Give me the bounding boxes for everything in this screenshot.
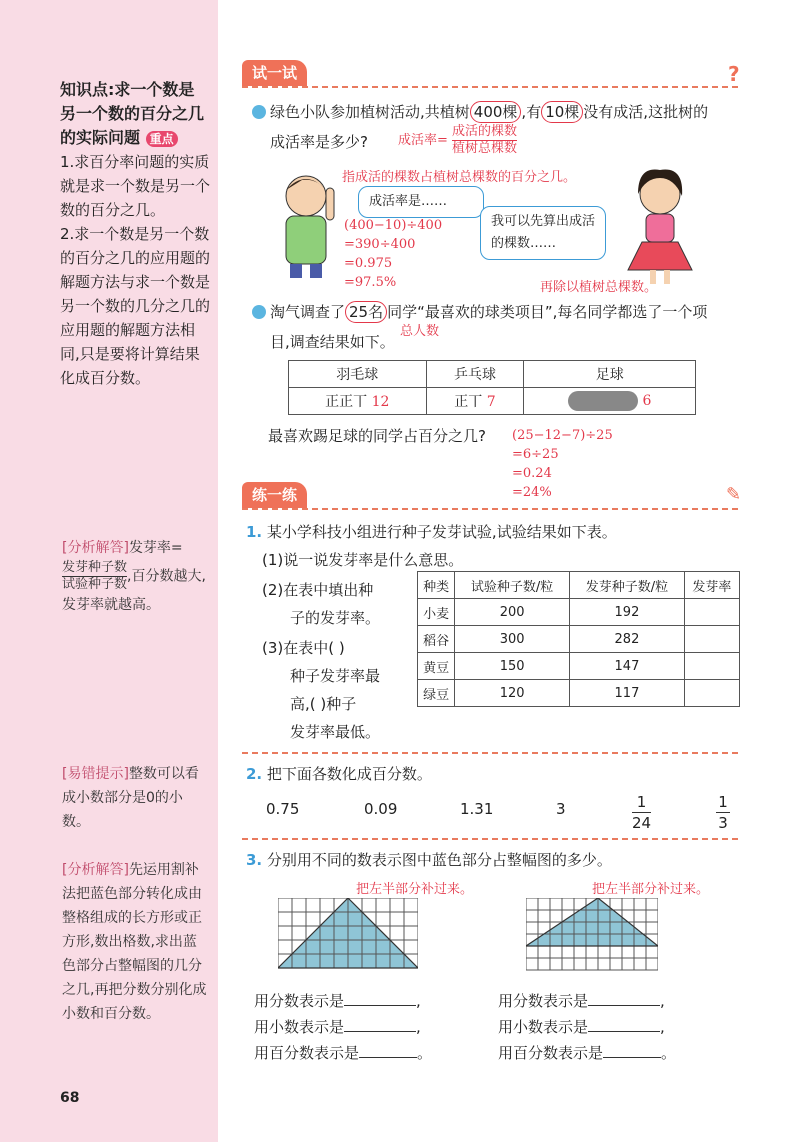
page-number: 68 bbox=[60, 1090, 80, 1106]
table-row bbox=[418, 653, 740, 680]
q1-c: 没有成活,这批树的 bbox=[583, 103, 709, 121]
table-row bbox=[418, 680, 740, 707]
divider-2 bbox=[242, 838, 738, 840]
table-cell bbox=[289, 388, 427, 415]
p1-sub3c: 高,( )种子 bbox=[290, 695, 357, 713]
bullet-icon bbox=[252, 105, 266, 119]
count: 12 bbox=[371, 394, 390, 410]
table-cell: 黄豆 bbox=[418, 653, 455, 680]
note1-a: 发芽率= bbox=[128, 540, 183, 556]
germination-table bbox=[417, 571, 740, 707]
total-note: 总人数 bbox=[400, 324, 440, 339]
divide-note: 再除以植树总棵数。 bbox=[540, 280, 658, 295]
table-row bbox=[289, 388, 696, 415]
table-header bbox=[418, 572, 740, 599]
note1-tag: [分析解答] bbox=[62, 540, 129, 556]
knowledge-point bbox=[60, 78, 210, 390]
header-cell: 种类 bbox=[418, 572, 455, 599]
fill-fraction-2: 用分数表示是 , bbox=[498, 992, 665, 1010]
q2-a: 淘气调查了 bbox=[270, 303, 346, 321]
calc-1-line-1: (400−10)÷400 bbox=[344, 218, 443, 233]
q2-circle-25: 25名 bbox=[345, 301, 387, 323]
try-divider bbox=[242, 60, 738, 88]
answer-blank[interactable] bbox=[359, 1044, 417, 1058]
practice-divider bbox=[242, 482, 738, 510]
answer-blank[interactable] bbox=[603, 1044, 661, 1058]
rate-label: 成活率= bbox=[398, 133, 448, 148]
table-cell: 稻谷 bbox=[418, 626, 455, 653]
fill-decimal-2: 用小数表示是 , bbox=[498, 1018, 665, 1036]
kp-point-1: 1.求百分率问题的实质就是求一个数是另一个数的百分之几。 bbox=[60, 153, 211, 219]
rate-meaning-note: 指成活的棵数占植树总棵数的百分之几。 bbox=[342, 170, 577, 185]
practice-1 bbox=[246, 518, 617, 546]
num-0-09: 0.09 bbox=[364, 800, 398, 818]
note1-b: ,百分数越大,发芽率就越高。 bbox=[62, 568, 206, 613]
q1-a: 绿色小队参加植树活动,共植树 bbox=[270, 103, 470, 121]
note1-den: 试验种子数 bbox=[62, 577, 128, 592]
table-row bbox=[418, 599, 740, 626]
boy-illustration bbox=[272, 168, 352, 280]
rate-input-cell[interactable] bbox=[684, 599, 739, 626]
key-badge: 重点 bbox=[146, 131, 178, 147]
bullet-icon-2 bbox=[252, 305, 266, 319]
calc-1-line-4: =97.5% bbox=[344, 275, 397, 290]
pencil-icon: ✎ bbox=[726, 484, 742, 505]
table-cell: 150 bbox=[455, 653, 570, 680]
num-0-75: 0.75 bbox=[266, 800, 300, 818]
rate-input-cell[interactable] bbox=[684, 680, 739, 707]
boy-speech-bubble: 成活率是…… bbox=[358, 186, 484, 218]
table-row bbox=[418, 626, 740, 653]
rate-den: 植树总棵数 bbox=[452, 141, 518, 156]
table-cell: 小麦 bbox=[418, 599, 455, 626]
rate-fraction bbox=[452, 124, 517, 157]
answer-blank[interactable] bbox=[344, 992, 416, 1006]
num-3: 3 bbox=[556, 800, 566, 818]
rate-num: 成活的棵数 bbox=[452, 124, 518, 139]
try-question-1 bbox=[252, 98, 752, 126]
fill-percent-2: 用百分数表示是 。 bbox=[498, 1044, 677, 1062]
p1-sub3d: 发芽率最低。 bbox=[290, 723, 381, 741]
practice-tab: 练一练 bbox=[242, 482, 307, 508]
count: 6 bbox=[642, 393, 652, 409]
table-cell: 羽毛球 bbox=[289, 361, 427, 388]
q2-b: 同学“最喜欢的球类项目”,每名同学都选了一个项 bbox=[387, 303, 708, 321]
q1-b: ,有 bbox=[521, 103, 542, 121]
header-cell: 发芽率 bbox=[684, 572, 739, 599]
fraction-1-24 bbox=[632, 792, 651, 833]
rate-input-cell[interactable] bbox=[684, 626, 739, 653]
practice-2 bbox=[246, 760, 432, 788]
kp-title bbox=[60, 78, 210, 150]
note3-text: 先运用割补法把蓝色部分转化成由整格组成的长方形或正方形,数出格数,求出蓝色部分占整幅图的几分之几,再把分数分别化成小数和百分数。 bbox=[62, 862, 207, 1022]
girl-speech-bubble: 我可以先算出成活的棵数…… bbox=[480, 206, 606, 260]
p1-sub2b: 子的发芽率。 bbox=[290, 609, 381, 627]
divider bbox=[242, 752, 738, 754]
calc-1-line-3: =0.975 bbox=[344, 256, 393, 271]
question-mark-icon: ? bbox=[728, 62, 740, 86]
calc-2-line-4: =24% bbox=[512, 485, 552, 500]
table-cell: 282 bbox=[570, 626, 685, 653]
q1-circle-10: 10棵 bbox=[541, 101, 583, 123]
frac1-num: 1 bbox=[632, 792, 651, 813]
sports-table bbox=[288, 360, 696, 415]
count: 7 bbox=[486, 394, 496, 410]
smudge-icon bbox=[568, 391, 638, 411]
fill-percent-1: 用百分数表示是 。 bbox=[254, 1044, 433, 1062]
grid-figure-2 bbox=[526, 898, 658, 974]
table-cell: 足球 bbox=[524, 361, 696, 388]
fill-label: 用小数表示是 bbox=[254, 1018, 345, 1036]
hint-2: 把左半部分补过来。 bbox=[592, 882, 710, 897]
p2-text: 把下面各数化成百分数。 bbox=[266, 765, 432, 783]
fill-fraction-1: 用分数表示是 , bbox=[254, 992, 421, 1010]
calc-2-line-1: (25−12−7)÷25 bbox=[512, 428, 613, 443]
answer-blank[interactable] bbox=[344, 1018, 416, 1032]
note1-num: 发芽种子数 bbox=[62, 560, 128, 575]
analysis-note-2 bbox=[62, 858, 210, 1026]
fill-decimal-1: 用小数表示是 , bbox=[254, 1018, 421, 1036]
fill-label: 用分数表示是 bbox=[254, 992, 345, 1010]
calc-2-line-2: =6÷25 bbox=[512, 447, 559, 462]
number-1: 1. bbox=[246, 523, 263, 541]
note2-tag: [易错提示] bbox=[62, 766, 129, 782]
note1-fraction bbox=[62, 560, 127, 593]
error-tip-note bbox=[62, 762, 210, 834]
q2-line2: 目,调查结果如下。 bbox=[270, 333, 395, 351]
q2-question: 最喜欢踢足球的同学占百分之几? bbox=[268, 427, 486, 445]
table-cell: 192 bbox=[570, 599, 685, 626]
frac2-den: 3 bbox=[718, 814, 728, 832]
rate-formula-note bbox=[398, 124, 517, 157]
table-cell: 200 bbox=[455, 599, 570, 626]
try-tab: 试一试 bbox=[242, 60, 307, 86]
p1-sub2a: (2)在表中填出种 bbox=[262, 581, 374, 599]
rate-input-cell[interactable] bbox=[684, 653, 739, 680]
p1-text: 某小学科技小组进行种子发芽试验,试验结果如下表。 bbox=[266, 523, 617, 541]
answer-blank[interactable] bbox=[588, 1018, 660, 1032]
p1-sub1: (1)说一说发芽率是什么意思。 bbox=[262, 551, 464, 569]
table-cell bbox=[426, 388, 524, 415]
tally-mark: 正正丅 bbox=[325, 394, 368, 410]
fraction-1-3 bbox=[716, 792, 730, 833]
calc-1-line-2: =390÷400 bbox=[344, 237, 416, 252]
kp-title-text: 知识点:求一个数是另一个数的百分之几的实际问题 bbox=[60, 80, 205, 147]
header-cell: 试验种子数/粒 bbox=[455, 572, 570, 599]
tally-mark: 正丅 bbox=[454, 394, 483, 410]
fill-label: 用小数表示是 bbox=[498, 1018, 589, 1036]
note3-tag: [分析解答] bbox=[62, 862, 129, 878]
note2-text: 整数可以看成小数部分是0的小数。 bbox=[62, 766, 199, 830]
table-cell: 乒乓球 bbox=[426, 361, 524, 388]
girl-illustration bbox=[614, 166, 710, 286]
table-cell: 120 bbox=[455, 680, 570, 707]
number-3: 3. bbox=[246, 851, 263, 869]
p3-text: 分别用不同的数表示图中蓝色部分占整幅图的多少。 bbox=[266, 851, 612, 869]
fill-label: 用百分数表示是 bbox=[498, 1044, 604, 1062]
frac1-den: 24 bbox=[632, 814, 652, 832]
p1-sub3a: (3)在表中( ) bbox=[262, 639, 345, 657]
analysis-note-1 bbox=[62, 536, 210, 617]
num-1-31: 1.31 bbox=[460, 800, 494, 818]
table-row bbox=[289, 361, 696, 388]
answer-blank[interactable] bbox=[588, 992, 660, 1006]
practice-3 bbox=[246, 846, 612, 874]
table-cell: 300 bbox=[455, 626, 570, 653]
p1-sub3b: 种子发芽率最 bbox=[290, 667, 381, 685]
q1-circle-400: 400棵 bbox=[470, 101, 522, 123]
table-cell: 绿豆 bbox=[418, 680, 455, 707]
try-question-2 bbox=[252, 298, 752, 326]
fill-label: 用百分数表示是 bbox=[254, 1044, 360, 1062]
fill-label: 用分数表示是 bbox=[498, 992, 589, 1010]
q1-line2: 成活率是多少? bbox=[270, 133, 368, 151]
table-cell bbox=[524, 388, 696, 415]
kp-point-2: 2.求一个数是另一个数的百分之几的应用题的解题方法与求一个数是另一个数的几分之几的应用题的解题方法相同,只是要将计算结果化成百分数。 bbox=[60, 225, 211, 387]
table-cell: 147 bbox=[570, 653, 685, 680]
grid-figure-1 bbox=[278, 898, 418, 974]
table-cell: 117 bbox=[570, 680, 685, 707]
number-2: 2. bbox=[246, 765, 263, 783]
header-cell: 发芽种子数/粒 bbox=[570, 572, 685, 599]
calc-2-line-3: =0.24 bbox=[512, 466, 552, 481]
frac2-num: 1 bbox=[716, 792, 730, 813]
calc-1 bbox=[344, 216, 442, 292]
hint-1: 把左半部分补过来。 bbox=[356, 882, 474, 897]
